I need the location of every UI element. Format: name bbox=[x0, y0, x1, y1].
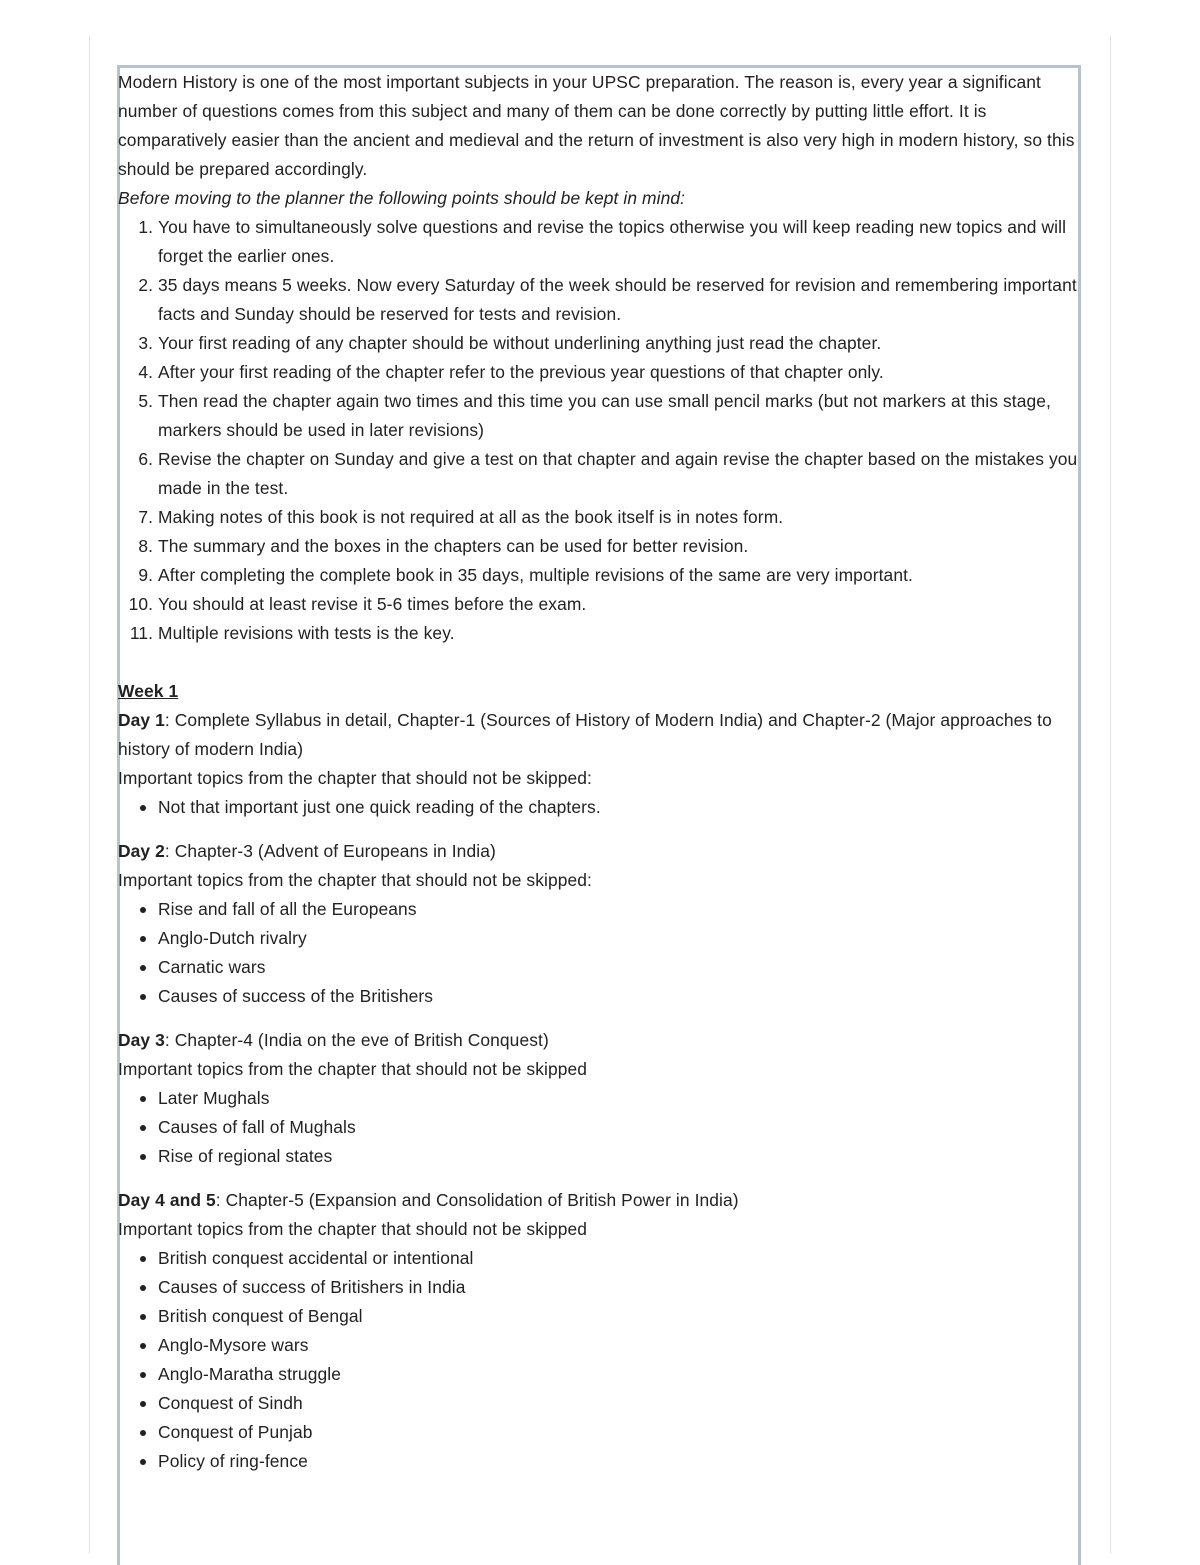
day-block bbox=[118, 1186, 1078, 1476]
point-item: 1. You have to simultaneously solve questions and revise the topics otherwise you will keep reading new topics and will forget the earlier ones. bbox=[158, 213, 1078, 271]
day-block bbox=[118, 1026, 1078, 1171]
point-item: 4. After your first reading of the chapter refer to the previous year questions of that chapter only. bbox=[158, 358, 1078, 387]
point-item: 5. Then read the chapter again two times and this time you can use small pencil marks (but not markers at this stage, markers should be used in later revisions) bbox=[158, 387, 1078, 445]
topics-list bbox=[118, 1244, 1078, 1476]
topic-item: Causes of success of the Britishers bbox=[158, 982, 1078, 1011]
page-rule-left bbox=[89, 36, 90, 1553]
topic-item: British conquest of Bengal bbox=[158, 1302, 1078, 1331]
point-item: 6. Revise the chapter on Sunday and give a test on that chapter and again revise the chapter based on the mistakes you made in the test. bbox=[158, 445, 1078, 503]
section-spacer bbox=[118, 648, 1078, 677]
day-description: : Chapter-3 (Advent of Europeans in India) bbox=[164, 841, 496, 861]
topic-item: Rise of regional states bbox=[158, 1142, 1078, 1171]
day-description: : Complete Syllabus in detail, Chapter-1 (Sources of History of Modern India) and Chapter-2 (Major approaches to history of modern India) bbox=[118, 710, 1052, 759]
topic-item: Policy of ring-fence bbox=[158, 1447, 1078, 1476]
point-item: 11. Multiple revisions with tests is the key. bbox=[158, 619, 1078, 648]
point-item: 3. Your first reading of any chapter should be without underlining anything just read the chapter. bbox=[158, 329, 1078, 358]
topics-list bbox=[118, 1084, 1078, 1171]
topics-list bbox=[118, 793, 1078, 822]
day-heading bbox=[118, 1186, 1078, 1215]
topic-item: Carnatic wars bbox=[158, 953, 1078, 982]
topic-item: British conquest accidental or intentional bbox=[158, 1244, 1078, 1273]
day-description: : Chapter-4 (India on the eve of British Conquest) bbox=[164, 1030, 549, 1050]
day-block bbox=[118, 837, 1078, 1011]
page-rule-right bbox=[1110, 36, 1111, 1553]
topic-item: Later Mughals bbox=[158, 1084, 1078, 1113]
point-item: 2. 35 days means 5 weeks. Now every Saturday of the week should be reserved for revision and remembering important facts and Sunday should be reserved for tests and revision. bbox=[158, 271, 1078, 329]
topics-heading: Important topics from the chapter that should not be skipped: bbox=[118, 768, 592, 788]
day-label: Day 3 bbox=[118, 1030, 165, 1050]
topics-heading: Important topics from the chapter that should not be skipped bbox=[118, 1219, 588, 1239]
day-label: Day 2 bbox=[118, 841, 165, 861]
topic-item: Conquest of Punjab bbox=[158, 1418, 1078, 1447]
document-content bbox=[118, 68, 1078, 1476]
topic-item: Rise and fall of all the Europeans bbox=[158, 895, 1078, 924]
day-heading bbox=[118, 706, 1078, 764]
day-label: Day 1 bbox=[118, 710, 165, 730]
point-item: 10. You should at least revise it 5-6 times before the exam. bbox=[158, 590, 1078, 619]
intro-paragraph: Modern History is one of the most important subjects in your UPSC preparation. The reason is, every year a significant number of questions comes from this subject and many of them can be done correctly by putting little effort. It is comparatively easier than the ancient and medieval and the return of investment is also very high in modern history, so this should be prepared accordingly. bbox=[118, 72, 1075, 179]
topic-item: Anglo-Mysore wars bbox=[158, 1331, 1078, 1360]
topic-item: Anglo-Maratha struggle bbox=[158, 1360, 1078, 1389]
topic-item: Conquest of Sindh bbox=[158, 1389, 1078, 1418]
point-item: 7. Making notes of this book is not required at all as the book itself is in notes form. bbox=[158, 503, 1078, 532]
points-list bbox=[118, 213, 1078, 648]
day-heading bbox=[118, 837, 1078, 866]
day-description: : Chapter-5 (Expansion and Consolidation of British Power in India) bbox=[215, 1190, 739, 1210]
day-block bbox=[118, 706, 1078, 822]
topic-item: Causes of success of Britishers in India bbox=[158, 1273, 1078, 1302]
topics-list bbox=[118, 895, 1078, 1011]
topic-item: Anglo-Dutch rivalry bbox=[158, 924, 1078, 953]
points-heading: Before moving to the planner the following points should be kept in mind: bbox=[118, 188, 686, 208]
day-heading bbox=[118, 1026, 1078, 1055]
topic-item: Causes of fall of Mughals bbox=[158, 1113, 1078, 1142]
point-item: 8. The summary and the boxes in the chapters can be used for better revision. bbox=[158, 532, 1078, 561]
topic-item: Not that important just one quick reading of the chapters. bbox=[158, 793, 1078, 822]
topics-heading: Important topics from the chapter that should not be skipped: bbox=[118, 870, 592, 890]
day-label: Day 4 and 5 bbox=[118, 1190, 216, 1210]
point-item: 9. After completing the complete book in 35 days, multiple revisions of the same are very important. bbox=[158, 561, 1078, 590]
topics-heading: Important topics from the chapter that should not be skipped bbox=[118, 1059, 588, 1079]
week-title: Week 1 bbox=[118, 681, 179, 701]
